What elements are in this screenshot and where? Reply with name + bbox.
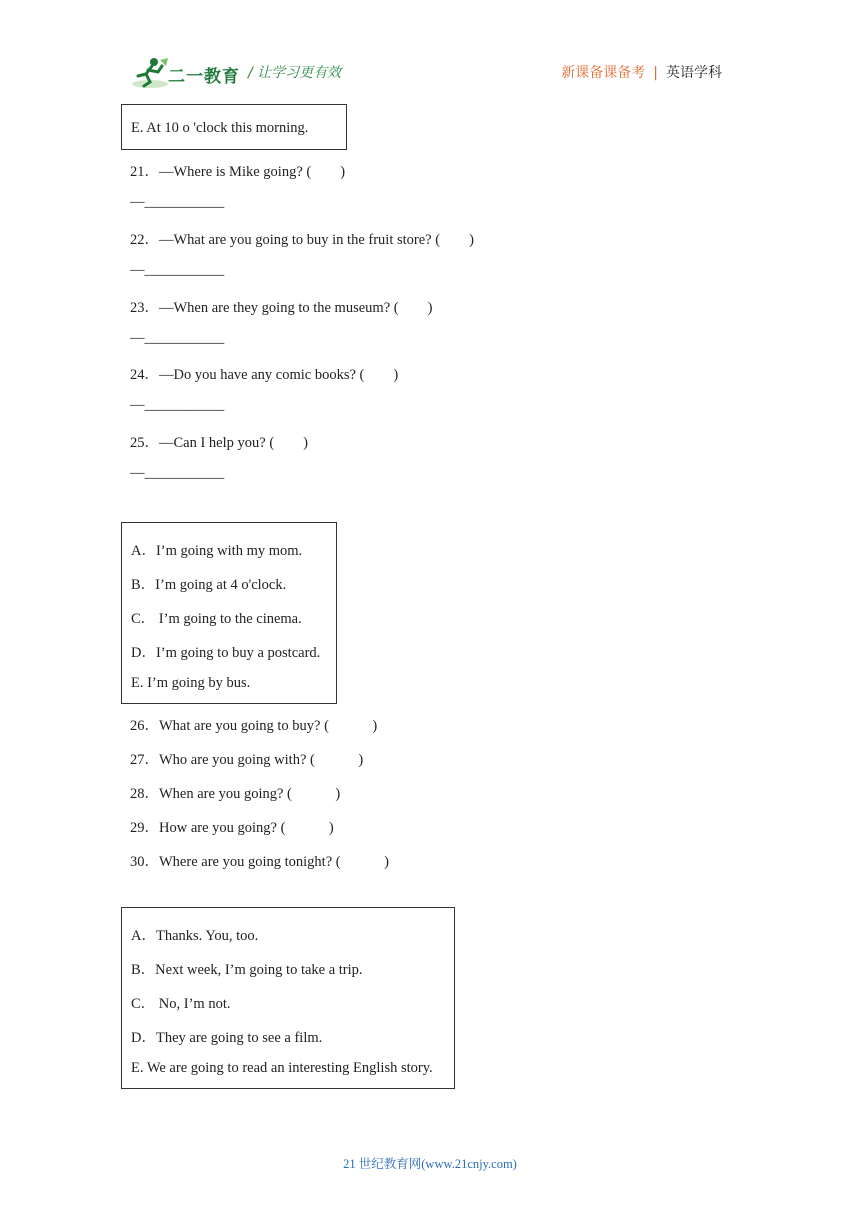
header-tag-course: 新课备课备考 bbox=[561, 65, 646, 81]
question-29: 29．How are you going? ( ) bbox=[130, 820, 334, 836]
question-24: 24．—Do you have any comic books? ( ) bbox=[130, 367, 399, 383]
question-25: 25．—Can I help you? ( ) bbox=[130, 435, 308, 451]
answer-line: —___________ bbox=[130, 397, 225, 413]
page-header bbox=[130, 56, 730, 92]
header-tag-subject: 英语学科 bbox=[666, 65, 722, 81]
page-footer: 21 世纪教育网(www.21cnjy.com) bbox=[343, 1157, 517, 1171]
option-item: E. At 10 o 'clock this morning. bbox=[131, 120, 309, 136]
answer-line: —___________ bbox=[130, 194, 225, 210]
question-28: 28．When are you going? ( ) bbox=[130, 786, 341, 802]
option-c: C． I’m going to the cinema. bbox=[131, 611, 302, 627]
answer-line: —___________ bbox=[130, 465, 225, 481]
option-box-3 bbox=[121, 907, 455, 1089]
option-e: E. I’m going by bus. bbox=[131, 675, 251, 691]
question-22: 22．—What are you going to buy in the fruit store? ( ) bbox=[130, 232, 474, 248]
option-d: D．I’m going to buy a postcard. bbox=[131, 645, 321, 661]
option-b: B．Next week, I’m going to take a trip. bbox=[131, 962, 363, 978]
header-separator: | bbox=[653, 65, 658, 81]
answer-line: —___________ bbox=[130, 330, 225, 346]
option-c: C． No, I’m not. bbox=[131, 996, 231, 1012]
option-box-2 bbox=[121, 522, 337, 704]
option-a: A．Thanks. You, too. bbox=[131, 928, 259, 944]
logo bbox=[130, 56, 240, 90]
option-a: A．I’m going with my mom. bbox=[131, 543, 303, 559]
question-23: 23．—When are they going to the museum? ( ) bbox=[130, 300, 433, 316]
option-d: D．They are going to see a film. bbox=[131, 1030, 323, 1046]
runner-logo-icon bbox=[130, 56, 170, 90]
question-27: 27．Who are you going with? ( ) bbox=[130, 752, 364, 768]
slogan: / 让学习更有效 bbox=[248, 65, 342, 81]
answer-line: —___________ bbox=[130, 262, 225, 278]
option-b: B．I’m going at 4 o'clock. bbox=[131, 577, 287, 593]
question-26: 26．What are you going to buy? ( ) bbox=[130, 718, 378, 734]
option-e: E. We are going to read an interesting English story. bbox=[131, 1060, 433, 1076]
logo-text: 二一教育 bbox=[168, 67, 240, 87]
option-box-1 bbox=[121, 104, 347, 150]
header-right bbox=[561, 62, 722, 82]
question-30: 30．Where are you going tonight? ( ) bbox=[130, 854, 389, 870]
question-21: 21．—Where is Mike going? ( ) bbox=[130, 164, 346, 180]
